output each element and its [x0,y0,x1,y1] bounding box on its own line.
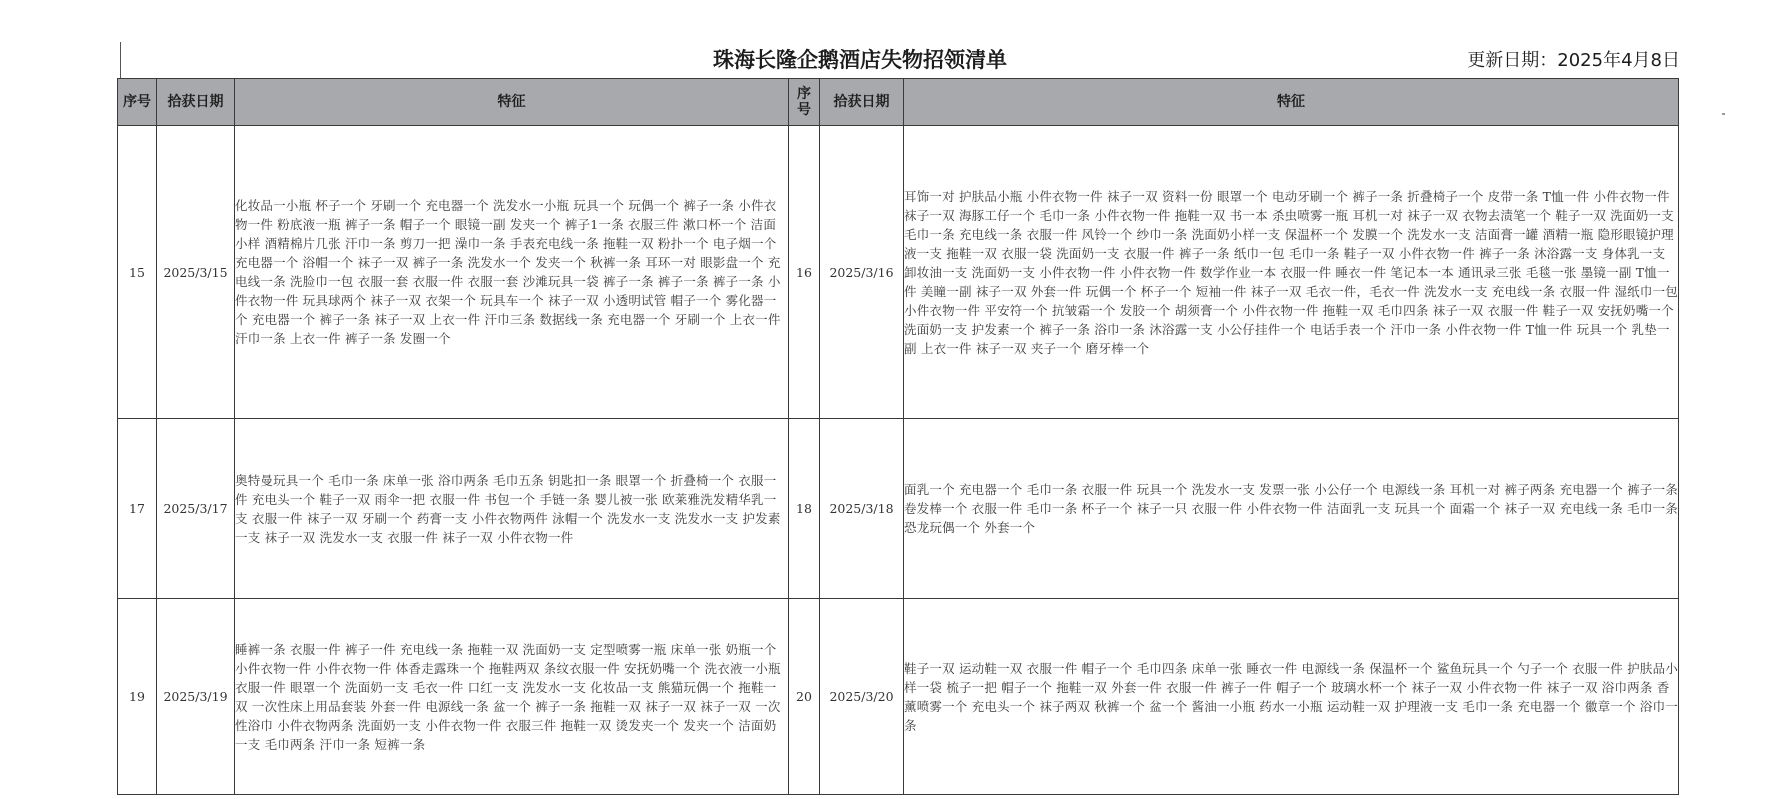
feature-cell: 耳饰一对 护肤品小瓶 小件衣物一件 袜子一双 资料一份 眼罩一个 电动牙刷一个 裤子一条 折叠椅子一个 皮带一条 T恤一件 小件衣物一件 袜子一双 海豚工仔一个 毛巾一条 小件衣物一件 拖鞋一双 书一本 杀虫喷雾一瓶 耳机一对 袜子一双 衣物去渍笔一个 鞋子一双 洗面奶一支 毛巾一条 充电线一条 衣服一件 风铃一个 纱巾一条 洗面奶小样一支 保温杯一个 发膜一个 洗发水一支 洁面膏一罐 酒精一瓶 隐形眼镜护理液一支 拖鞋一双 衣服一袋 洗面奶一支 衣服一件 裤子一条 纸巾一包 毛巾一条 鞋子一双 小件衣物一件 裤子一条 沐浴露一支 身体乳一支 卸妆油一支 洗面奶一支 小件衣物一件 小件衣物一件 数学作业一本 衣服一件 睡衣一件 笔记本一本 通讯录三张 毛毯一张 墨镜一副 T恤一件 美瞳一副 袜子一双 外套一件 玩偶一个 杯子一个 短袖一件 袜子一双 毛衣一件，毛衣一件 洗发水一支 充电线一条 衣服一件 湿纸巾一包 小件衣物一件 平安符一个 抗皱霜一个 发胶一个 胡须膏一个 小件衣物一件 拖鞋一双 毛巾四条 袜子一双 衣服一件 鞋子一双 安抚奶嘴一个 洗面奶一支 护发素一个 裤子一条 浴巾一条 沐浴露一支 小公仔挂件一个 电话手表一个 汗巾一条 小件衣物一件 T恤一件 玩具一个 乳垫一副 上衣一件 袜子一双 夹子一个 磨牙棒一个 [904,126,1679,419]
seq-cell: 19 [118,599,157,795]
feature-cell: 面乳一个 充电器一个 毛巾一条 衣服一件 玩具一个 洗发水一支 发票一张 小公仔一个 电源线一条 耳机一对 裤子两条 充电器一个 裤子一条 卷发棒一个 衣服一件 毛巾一条 杯子一个 袜子一只 衣服一件 小件衣物一件 洁面乳一支 玩具一个 面霜一个 袜子一双 充电线一条 毛巾一条 恐龙玩偶一个 外套一个 [904,419,1679,599]
seq-cell: 16 [789,126,820,419]
date-cell: 2025/3/20 [820,599,904,795]
seq-cell: 18 [789,419,820,599]
header-date-right: 拾获日期 [820,79,904,126]
seq-cell: 17 [118,419,157,599]
table-header-row [118,79,1679,126]
scan-speck [1722,113,1725,115]
header-seq: 序号 [118,79,157,126]
date-cell: 2025/3/15 [157,126,235,419]
header-feature: 特征 [235,79,789,126]
header-feature-right: 特征 [904,79,1679,126]
header-date: 拾获日期 [157,79,235,126]
feature-cell: 睡裤一条 衣服一件 裤子一件 充电线一条 拖鞋一双 洗面奶一支 定型喷雾一瓶 床单一张 奶瓶一个 小件衣物一件 小件衣物一件 体香走露珠一个 拖鞋两双 条纹衣服一件 安抚奶嘴一个 洗衣液一小瓶 衣服一件 眼罩一个 洗面奶一支 毛衣一件 口红一支 洗发水一支 化妆品一支 熊猫玩偶一个 拖鞋一双 一次性床上用品套装 外套一件 电源线一条 盆一个 裤子一条 拖鞋一双 袜子一双 袜子一双 一次性浴巾 小件衣物两条 洗面奶一支 小件衣物一件 衣服三件 拖鞋一双 烫发夹一个 发夹一个 洁面奶一支 毛巾两条 汗巾一条 短裤一条 [235,599,789,795]
header-seq-right: 序 号 [789,79,820,126]
lost-items-table [117,78,1679,795]
date-cell: 2025/3/19 [157,599,235,795]
seq-cell: 20 [789,599,820,795]
table-row [118,419,1679,599]
document-title: 珠海长隆企鹅酒店失物招领清单 [713,48,1007,72]
date-cell: 2025/3/17 [157,419,235,599]
table-row [118,126,1679,419]
left-rule [120,42,121,80]
feature-cell: 奥特曼玩具一个 毛巾一条 床单一张 浴巾两条 毛巾五条 钥匙扣一条 眼罩一个 折叠椅一个 衣服一件 充电头一个 鞋子一双 雨伞一把 衣服一件 书包一个 手链一条 婴儿被一张 欧莱雅洗发精华乳一支 衣服一件 袜子一双 牙刷一个 药膏一支 小件衣物两件 泳帽一个 洗发水一支 洗发水一支 护发素一支 袜子一双 洗发水一支 衣服一件 袜子一双 小件衣物一件 [235,419,789,599]
date-cell: 2025/3/18 [820,419,904,599]
feature-cell: 鞋子一双 运动鞋一双 衣服一件 帽子一个 毛巾四条 床单一张 睡衣一件 电源线一条 保温杯一个 鲨鱼玩具一个 勺子一个 衣服一件 护肤品小样一袋 梳子一把 帽子一个 拖鞋一双 外套一件 衣服一件 裤子一件 帽子一个 玻璃水杯一个 袜子一双 小件衣物一件 袜子一双 浴巾两条 香薰喷雾一个 充电头一个 袜子两双 秋裤一个 盆一个 酱油一小瓶 药水一小瓶 运动鞋一双 护理液一支 毛巾一条 充电器一个 徽章一个 浴巾一条 [904,599,1679,795]
table-row [118,599,1679,795]
update-date: 更新日期：2025年4月8日 [1467,50,1680,71]
date-cell: 2025/3/16 [820,126,904,419]
seq-cell: 15 [118,126,157,419]
feature-cell: 化妆品一小瓶 杯子一个 牙刷一个 充电器一个 洗发水一小瓶 玩具一个 玩偶一个 裤子一条 小件衣物一件 粉底液一瓶 裤子一条 帽子一个 眼镜一副 发夹一个 裤子1一条 衣服三件 漱口杯一个 洁面小样 酒精棉片几张 汗巾一条 剪刀一把 澡巾一条 手表充电线一条 拖鞋一双 粉扑一个 电子烟一个 充电器一个 浴帽一个 袜子一双 裤子一条 洗发水一个 发夹一个 秋裤一条 耳环一对 眼影盘一个 充电线一条 洗脸巾一包 衣服一套 衣服一件 衣服一套 沙滩玩具一袋 裤子一条 裤子一条 裤子一条 小件衣物一件 玩具球两个 袜子一双 衣架一个 玩具车一个 袜子一双 小透明试管 帽子一个 雾化器一个 充电器一个 裤子一条 袜子一双 上衣一件 汗巾三条 数据线一条 充电器一个 牙刷一个 上衣一件 汗巾一条 上衣一件 裤子一条 发圈一个 [235,126,789,419]
